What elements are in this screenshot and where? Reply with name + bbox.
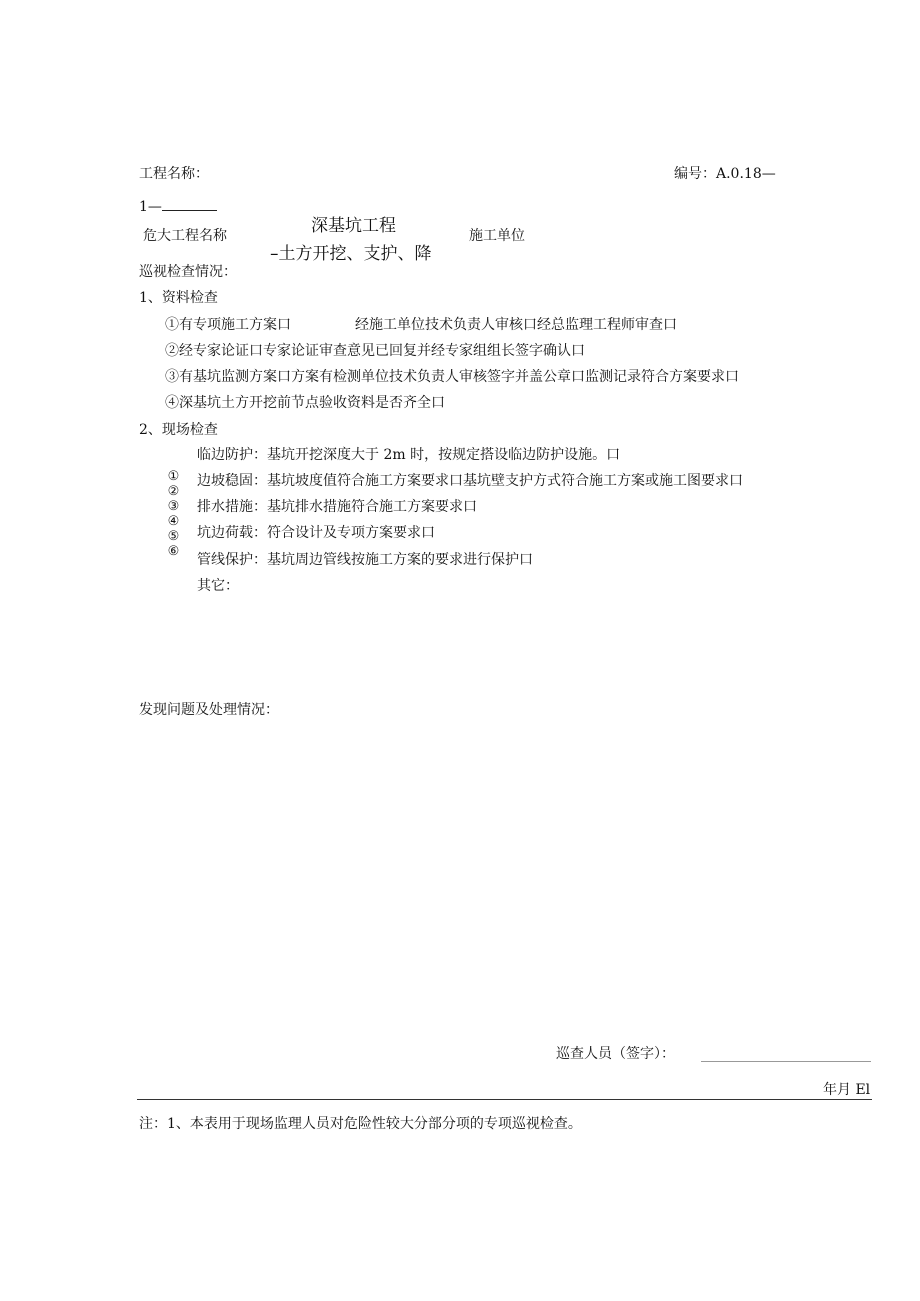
site-check-edge-load: 坑边荷载：符合设计及专项方案要求口 [197,525,435,541]
issues-title: 发现问题及处理情况： [139,702,279,718]
sub-code [139,198,217,216]
footer-divider [137,1099,872,1100]
inspector-signature-field[interactable] [701,1061,871,1062]
section1-item-1a: ①有专项施工方案口 [165,317,291,333]
site-check-drainage: 排水措施：基坑排水措施符合施工方案要求口 [197,499,477,515]
footer-note: 注：1、本表用于现场监理人员对危险性较大分部分项的专项巡视检查。 [139,1116,582,1132]
section1-item-3: ③有基坑监测方案口方案有检测单位技术负责人审核签字并盖公章口监测记录符合方案要求口 [165,369,739,385]
code-label: 编号：A.0.18— [674,166,776,182]
contractor-label: 施工单位 [469,228,525,244]
section1-item-4: ④深基坑土方开挖前节点验收资料是否齐全口 [165,395,445,411]
section1-item-1b: 经施工单位技术负责人审核口经总监理工程师审查口 [355,317,677,333]
section2-vertical-numbers: ①②③④⑤⑥ [166,469,181,559]
hazard-project-label: 危大工程名称 [143,228,227,244]
site-check-pipeline: 管线保护：基坑周边管线按施工方案的要求进行保护口 [197,552,533,568]
section1-item-2: ②经专家论证口专家论证审查意见已回复并经专家组组长签字确认口 [165,343,585,359]
hazard-project-value-line2: –土方开挖、支护、降 [270,244,432,264]
site-check-other: 其它： [197,578,239,594]
sub-code-prefix: 1— [139,199,162,215]
inspection-title: 巡视检查情况： [139,264,237,280]
date-label: 年月 El [823,1082,871,1098]
inspector-signature-label: 巡查人员（签字）： [556,1046,675,1062]
hazard-project-value-line1: 深基坑工程 [311,216,396,236]
site-check-edge-protection: 临边防护：基坑开挖深度大于 2m 时，按规定搭设临边防护设施。口 [197,447,621,463]
site-check-slope-stability: 边坡稳固：基坑坡度值符合施工方案要求口基坑壁支护方式符合施工方案或施工图要求口 [197,473,743,489]
project-name-label: 工程名称： [139,166,209,182]
section2-title: 2、现场检查 [139,422,218,438]
sub-code-field[interactable] [162,198,217,211]
section1-title: 1、资料检查 [139,290,218,306]
